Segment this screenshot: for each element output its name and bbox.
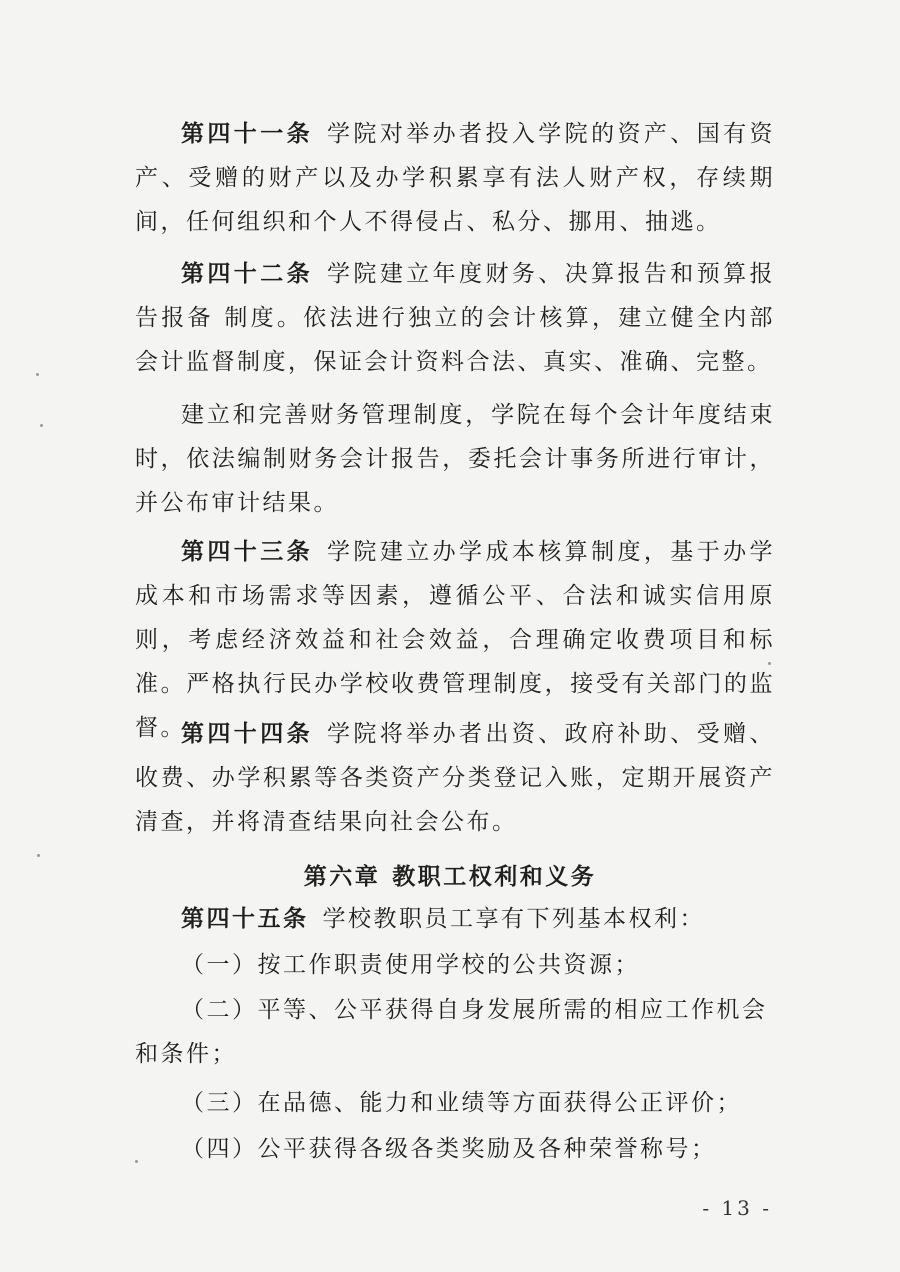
- article-44: [135, 712, 775, 844]
- list-item: （三）在品德、能力和业绩等方面获得公正评价；: [181, 1090, 742, 1116]
- article-41-text: 学院对举办者投入学院的资产、国有资产、受赠的财产以及办学积累享有法人财产权，存续期间，任何组织和个人不得侵占、私分、挪用、抽逃。: [135, 121, 776, 235]
- article-45: [135, 897, 775, 941]
- chapter-number: 第六章: [303, 863, 381, 890]
- scan-speck: [36, 373, 39, 376]
- article-44-lead: 第四十四条: [181, 720, 314, 747]
- list-item: （二）平等、公平获得自身发展所需的相应工作机会和条件；: [135, 997, 768, 1067]
- scan-speck: [40, 424, 43, 427]
- article-42-paragraph-2: 建立和完善财务管理制度，学院在每个会计年度结束时，依法编制财务会计报告，委托会计事务所进行审计，并公布审计结果。: [135, 402, 775, 516]
- article-43-text: 学院建立办学成本核算制度，基于办学成本和市场需求等因素，遵循公平、合法和诚实信用原则，考虑经济效益和社会效益，合理确定收费项目和标准。严格执行民办学校收费管理制度，接受有关部门的监督。: [135, 539, 776, 741]
- article-43-lead: 第四十三条: [181, 538, 314, 565]
- article-41: [135, 112, 775, 244]
- chapter-heading: [0, 858, 900, 891]
- article-45-text: 学校教职员工享有下列基本权利：: [322, 906, 705, 932]
- page-number: - 13 -: [702, 1196, 772, 1220]
- article-42: [135, 252, 775, 384]
- scan-speck: [135, 1160, 138, 1163]
- article-42-text: 学院建立年度财务、决算报告和预算报告报备 制度。依法进行独立的会计核算，建立健全内部会计监督制度，保证会计资料合法、真实、准确、完整。: [135, 261, 776, 375]
- list-item: （一）按工作职责使用学校的公共资源；: [181, 952, 640, 978]
- chapter-title: 教职工权利和义务: [392, 863, 597, 890]
- scan-speck: [768, 662, 771, 665]
- article-41-lead: 第四十一条: [181, 120, 314, 147]
- scan-speck: [37, 854, 40, 857]
- article-45-lead: 第四十五条: [181, 905, 309, 932]
- article-42-lead: 第四十二条: [181, 260, 314, 287]
- list-item: （四）公平获得各级各类奖励及各种荣誉称号；: [181, 1136, 717, 1162]
- article-44-text: 学院将举办者出资、政府补助、受赠、收费、办学积累等各类资产分类登记入账，定期开展资产清查，并将清查结果向社会公布。: [135, 721, 776, 835]
